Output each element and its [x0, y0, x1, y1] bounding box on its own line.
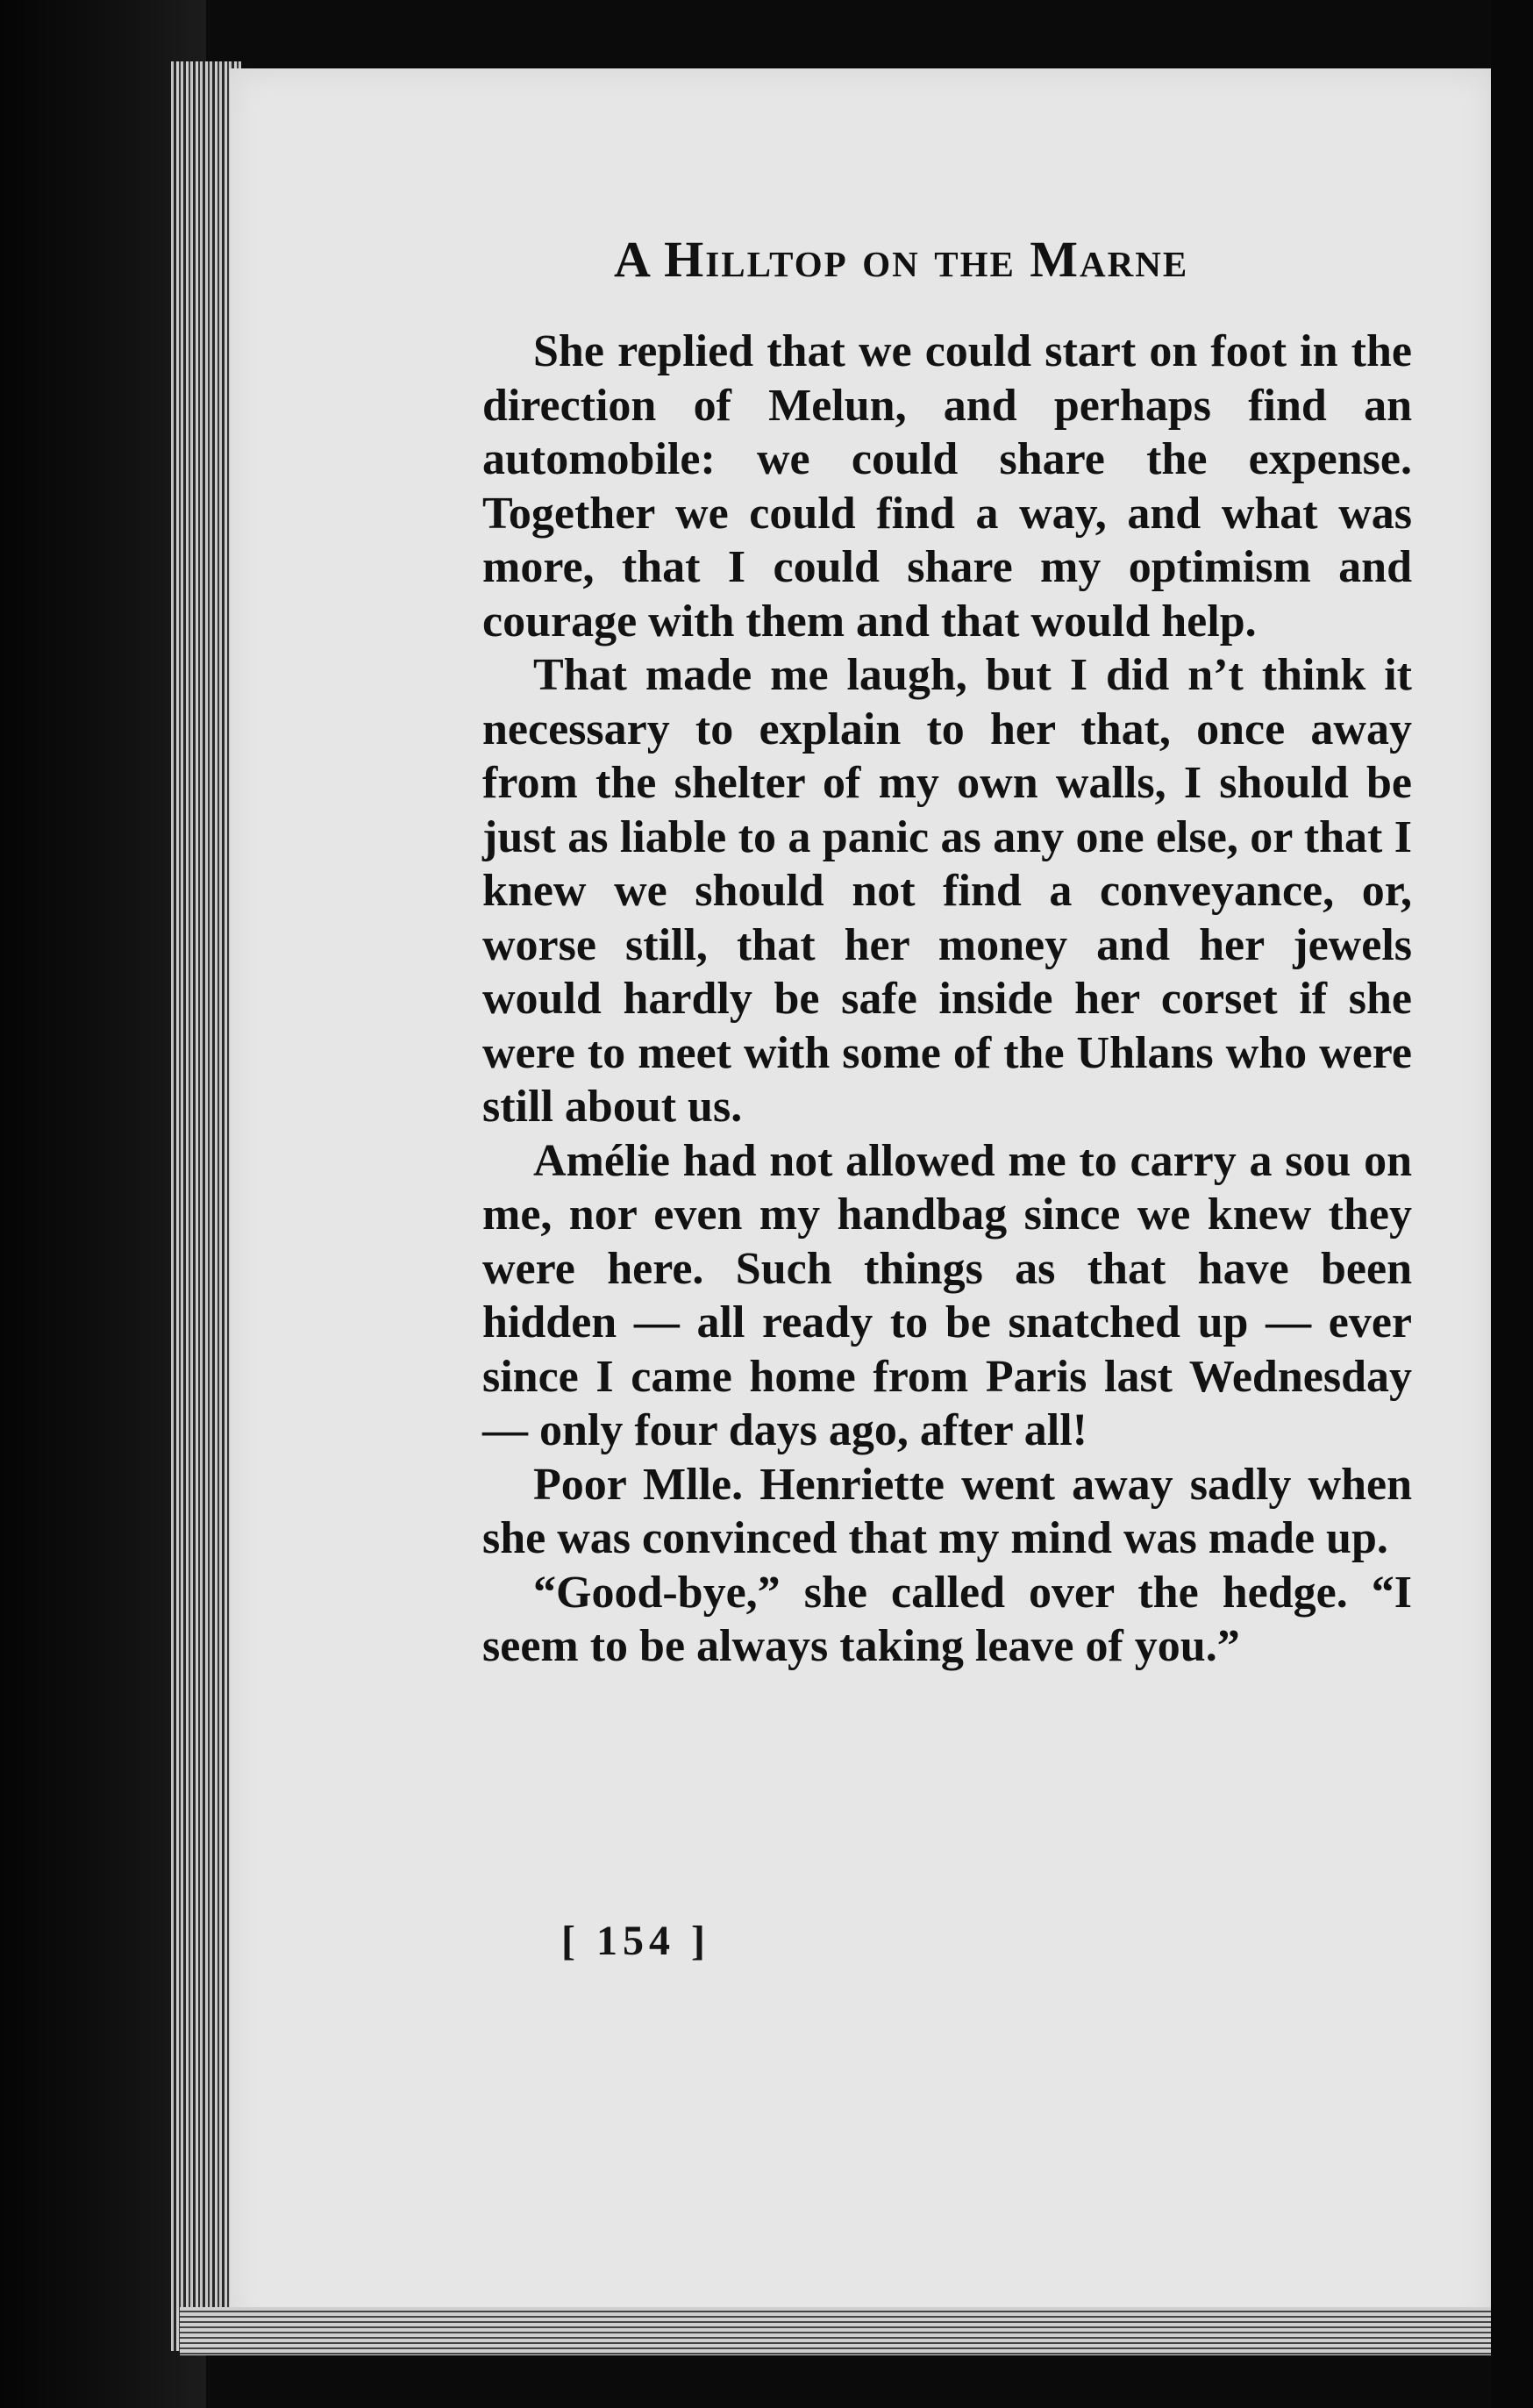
paragraph: “Good-bye,” she called over the hedge. “I seem to be always taking leave of you.” [482, 1567, 1412, 1671]
body-text [482, 325, 1412, 1674]
running-head: A Hilltop on the Marne [614, 231, 1189, 288]
paragraph: Poor Mlle. Henriette went away sadly when she was convinced that my mind was made up. [482, 1459, 1412, 1563]
page-number: [ 154 ] [561, 1918, 710, 1964]
paragraph: That made me laugh, but I did n’t think it necessary to explain to her that, once away from the shelter of my own walls, I should be just as liable to a panic as any one else, or that I knew we should not find a conveyance, or, worse still, that her money and her jewels would hardly be safe inside her corset if she were to meet with some of the Uhlans who were still about us. [482, 650, 1412, 1132]
scan-border-right [1491, 0, 1533, 2408]
paragraph: She replied that we could start on foot in the direction of Melun, and perhaps find an automobile: we could share the expense. Together we could find a way, and what was more, that I could share my optimism and courage with them and that would help. [482, 326, 1412, 647]
page-edges-bottom [180, 2307, 1495, 2355]
paragraph: Amélie had not allowed me to carry a sou on me, nor even my handbag since we knew they were here. Such things as that have been hidden — all ready to be snatched up — ever since I came home from Paris last Wednesday — only four days ago, after all! [482, 1135, 1412, 1455]
